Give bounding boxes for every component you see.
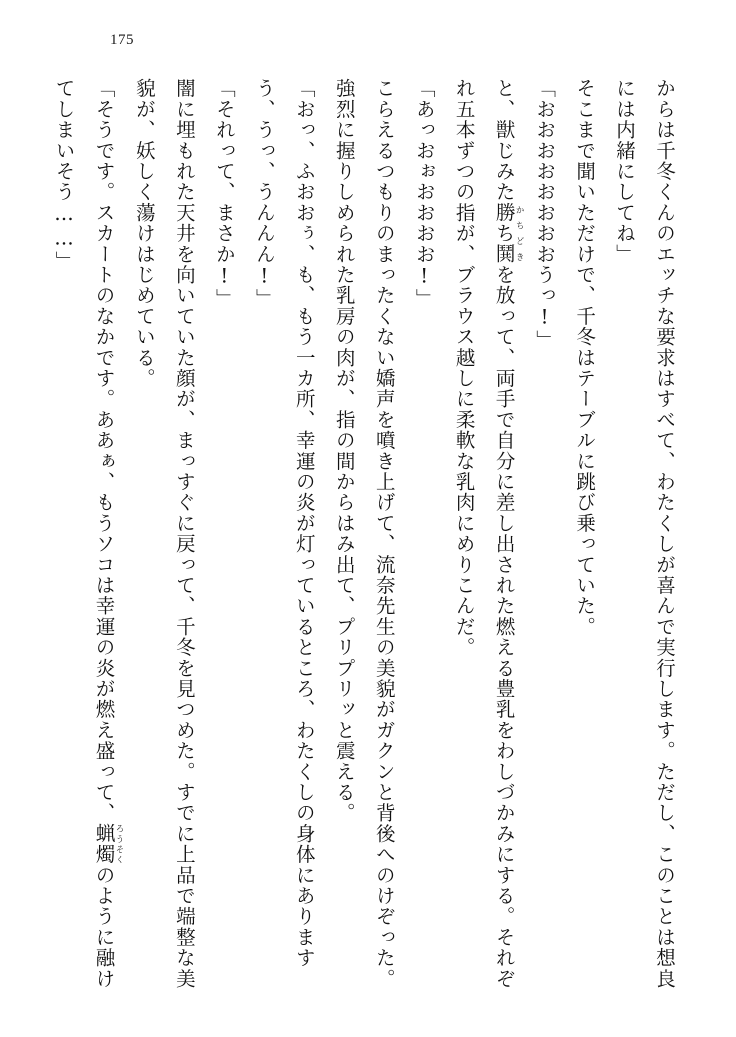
paragraph: 「おっ、ふおおぅ、も、もう一カ所、幸運の炎が灯っているところ、わたくしの身体にありますう、うっ、うんんん!」 bbox=[252, 78, 316, 969]
ruby-kachidoki: 勝ち鬨かちどき bbox=[492, 202, 525, 265]
paragraph: からは千冬くんのエッチな要求はすべて、わたくしが喜んで実行します。ただし、このことは想良には内緒にしてね」 bbox=[613, 78, 676, 989]
paragraph: そこまで聞いただけで、千冬はテーブルに跳び乗っていた。 bbox=[573, 78, 597, 637]
paragraph: 「あっおぉおおおお!」 bbox=[412, 78, 436, 310]
ruby-rousoku: 蝋燭ろうそく bbox=[92, 823, 124, 865]
paragraph: 「それって、まさか!」 bbox=[212, 78, 236, 310]
vertical-text-body bbox=[52, 78, 684, 998]
paragraph-with-ruby: と、獣じみた勝ち鬨かちどきを放って、両手で自分に差し出された燃える豊乳をわしづかみにする。それぞれ五本ずつの指が、ブラウス越しに柔軟な乳肉にめりこんだ。 bbox=[452, 78, 525, 989]
paragraph: こらえるつもりのまったくない嬌声を噴き上げて、流奈先生の美貌がガクンと背後へのけぞった。強烈に握りしめられた乳房の肉が、指の間からはみ出て、プリプリッと震える。 bbox=[332, 78, 396, 989]
page-number: 175 bbox=[110, 32, 134, 48]
paragraph-with-ruby: 「そうです。スカートのなかです。ああぁ、もうソコは幸運の炎が燃え盛って、蝋燭ろうそくのように融けてしまいそう……」 bbox=[52, 78, 124, 989]
paragraph: 「おおおおおおおおうっ!」 bbox=[533, 78, 557, 351]
paragraph: 闇に埋もれた天井を向いていた顔が、まっすぐに戻って、千冬を見つめた。すでに上品で端整な美貌が、妖しく蕩けはじめている。 bbox=[132, 78, 196, 989]
